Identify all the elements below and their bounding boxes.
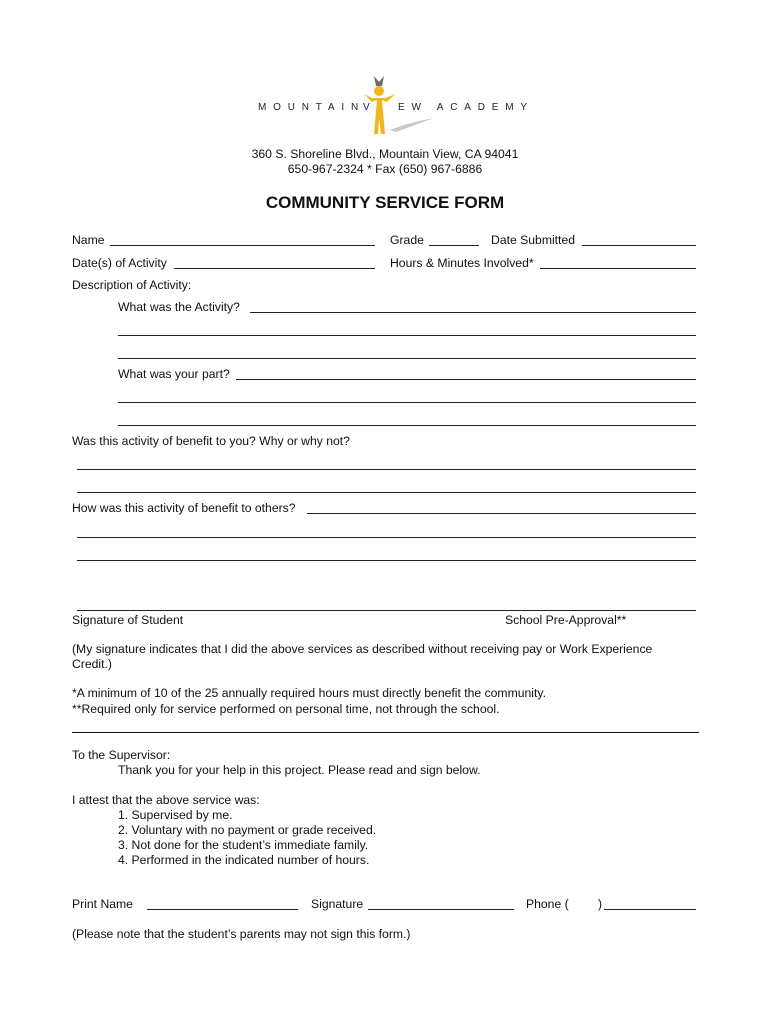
description-label: Description of Activity: xyxy=(72,278,192,292)
what-part-line-3[interactable] xyxy=(118,425,696,426)
required-note: **Required only for service performed on personal time, not through the school. xyxy=(72,702,500,716)
benefit-others-label: How was this activity of benefit to others? xyxy=(72,501,296,515)
benefit-others-line-2[interactable] xyxy=(77,537,696,538)
phone-close-paren: ) xyxy=(598,897,603,911)
logo-text-left: MOUNTAIN xyxy=(258,102,365,113)
supervisor-heading: To the Supervisor: xyxy=(72,748,171,762)
name-label: Name xyxy=(72,233,105,247)
what-part-label: What was your part? xyxy=(118,367,230,381)
hours-minutes-field[interactable] xyxy=(540,268,696,269)
what-activity-line-2[interactable] xyxy=(118,335,696,336)
section-divider xyxy=(72,732,699,733)
date-submitted-label: Date Submitted xyxy=(491,233,576,247)
signature-note-line-2: Credit.) xyxy=(72,657,112,671)
attest-item-3: 3. Not done for the student’s immediate family. xyxy=(118,838,369,852)
what-part-line-2[interactable] xyxy=(118,402,696,403)
attest-item-4: 4. Performed in the indicated number of hours. xyxy=(118,853,370,867)
logo-text-right: EW ACADEMY xyxy=(398,102,534,113)
grade-field[interactable] xyxy=(429,245,479,246)
date-submitted-field[interactable] xyxy=(582,245,696,246)
signature-student-label: Signature of Student xyxy=(72,613,184,627)
benefit-you-line-2[interactable] xyxy=(77,492,696,493)
signature-line[interactable] xyxy=(77,610,696,611)
what-part-field[interactable] xyxy=(236,379,696,380)
supervisor-signature-label: Signature xyxy=(311,897,364,911)
attest-label: I attest that the above service was: xyxy=(72,793,260,807)
attest-item-2: 2. Voluntary with no payment or grade received. xyxy=(118,823,377,837)
what-activity-line-3[interactable] xyxy=(118,358,696,359)
name-field[interactable] xyxy=(110,245,375,246)
what-activity-field[interactable] xyxy=(250,312,696,313)
benefit-others-line-3[interactable] xyxy=(77,560,696,561)
phone-fax: 650-967-2324 * Fax (650) 967-6886 xyxy=(287,162,483,176)
address: 360 S. Shoreline Blvd., Mountain View, CA 94041 xyxy=(251,147,519,161)
parents-note: (Please note that the student’s parents may not sign this form.) xyxy=(72,927,411,941)
supervisor-thanks: Thank you for your help in this project. Please read and sign below. xyxy=(118,763,481,777)
phone-field[interactable] xyxy=(604,909,696,910)
print-name-label: Print Name xyxy=(72,897,133,911)
grade-label: Grade xyxy=(390,233,424,247)
print-name-field[interactable] xyxy=(147,909,298,910)
phone-label: Phone ( xyxy=(526,897,569,911)
benefit-you-label: Was this activity of benefit to you? Why or why not? xyxy=(72,434,350,448)
supervisor-signature-field[interactable] xyxy=(368,909,514,910)
minimum-note: *A minimum of 10 of the 25 annually required hours must directly benefit the community. xyxy=(72,686,546,700)
attest-item-1: 1. Supervised by me. xyxy=(118,808,233,822)
logo-text-mid: V xyxy=(363,102,377,113)
what-activity-label: What was the Activity? xyxy=(118,300,240,314)
school-preapproval-label: School Pre-Approval** xyxy=(505,613,627,627)
signature-note-line-1: (My signature indicates that I did the above services as described without receiving pay or Work Experience xyxy=(72,642,653,656)
form-title: COMMUNITY SERVICE FORM xyxy=(265,193,505,212)
dates-of-activity-label: Date(s) of Activity xyxy=(72,256,167,270)
benefit-others-field[interactable] xyxy=(307,513,696,514)
hours-minutes-label: Hours & Minutes Involved* xyxy=(390,256,534,270)
dates-of-activity-field[interactable] xyxy=(174,268,375,269)
benefit-you-line-1[interactable] xyxy=(77,469,696,470)
